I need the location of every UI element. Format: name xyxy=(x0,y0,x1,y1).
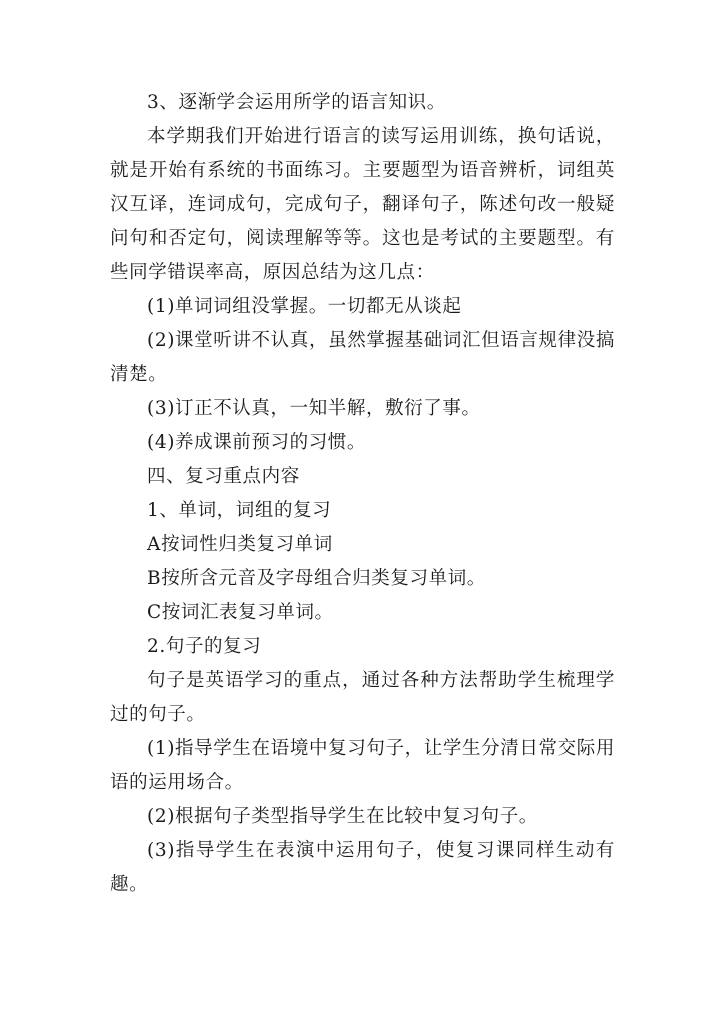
paragraph-reason-2: (2)课堂听讲不认真，虽然掌握基础词汇但语言规律没搞清楚。 xyxy=(110,330,615,385)
paragraph-reason-3: (3)订正不认真，一知半解，敷衍了事。 xyxy=(147,398,481,419)
list-item-a: A按词性归类复习单词 xyxy=(147,534,333,555)
subheading-word-review: 1、单词，词组的复习 xyxy=(147,500,332,521)
paragraph-reason-4: (4)养成课前预习的习惯。 xyxy=(147,432,367,453)
section-heading-review-focus: 四、复习重点内容 xyxy=(147,466,300,487)
paragraph-method-2: (2)根据句子类型指导学生在比较中复习句子。 xyxy=(147,806,538,827)
paragraph-learning-goal-3: 3、逐渐学会运用所学的语言知识。 xyxy=(147,92,446,113)
subheading-sentence-review: 2.句子的复习 xyxy=(147,636,262,657)
list-item-b: B按所含元音及字母组合归类复习单词。 xyxy=(147,568,486,589)
paragraph-writing-practice: 本学期我们开始进行语言的读写运用训练，换句话说，就是开始有系统的书面练习。主要题型为语音辨析，词组英汉互译，连词成句，完成句子，翻译句子，陈述句改一般疑问句和否定句，阅读理解等等。这也是考试的主要题型。有些同学错误率高，原因总结为这几点： xyxy=(110,126,615,283)
list-item-c: C按词汇表复习单词。 xyxy=(147,602,334,623)
paragraph-method-3: (3)指导学生在表演中运用句子，使复习课同样生动有趣。 xyxy=(110,840,615,895)
paragraph-reason-1: (1)单词词组没掌握。一切都无从谈起 xyxy=(147,296,462,317)
paragraph-method-1: (1)指导学生在语境中复习句子，让学生分清日常交际用语的运用场合。 xyxy=(110,738,615,793)
paragraph-sentence-importance: 句子是英语学习的重点，通过各种方法帮助学生梳理学过的句子。 xyxy=(110,670,615,725)
document-body xyxy=(110,86,615,902)
